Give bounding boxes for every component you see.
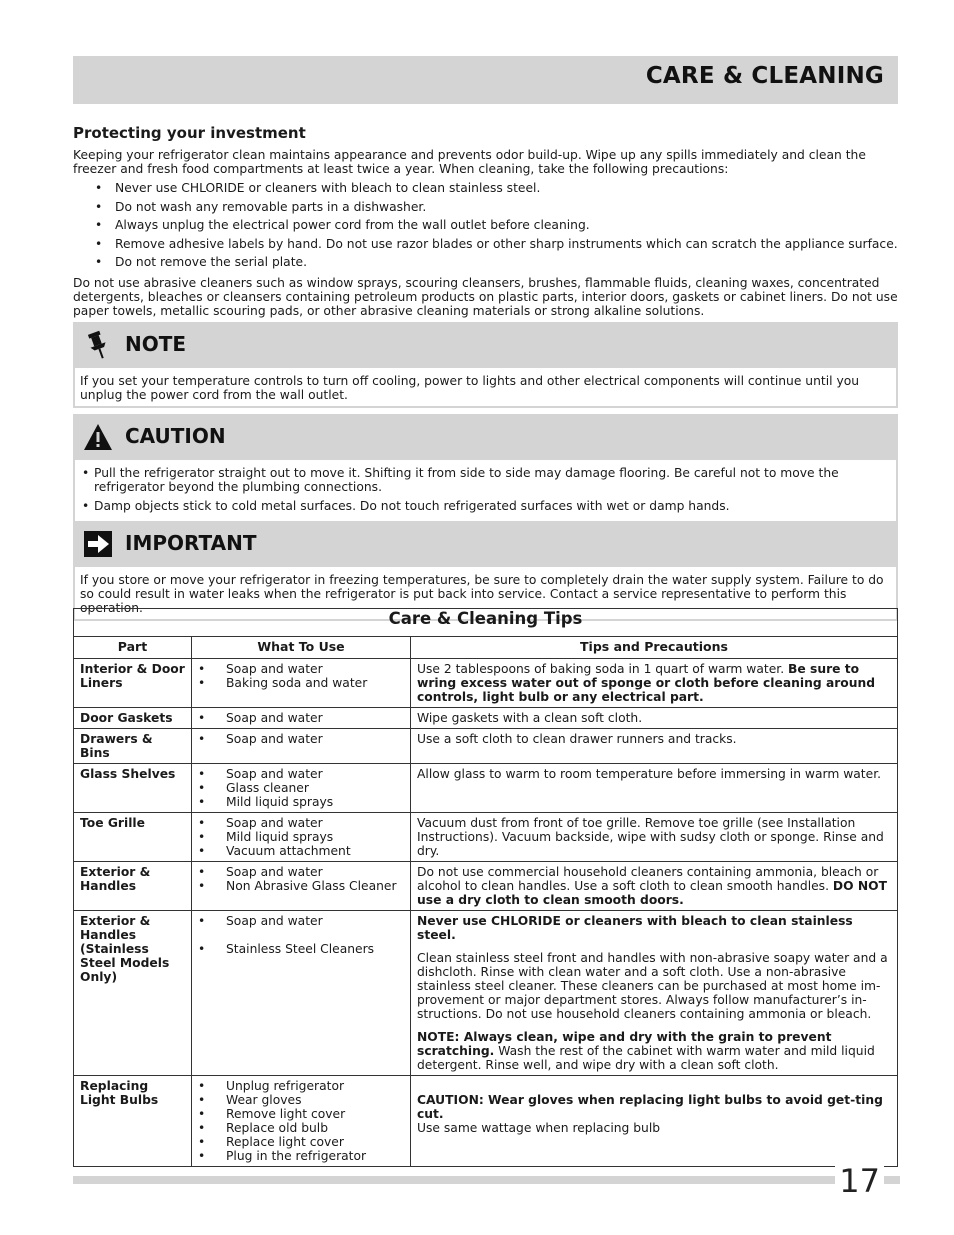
list-item: • Soap and water xyxy=(198,662,404,676)
tips-cell: Use a soft cloth to clean drawer runners and tracks. xyxy=(411,729,898,764)
list-item: • Do not wash any removable parts in a dishwasher. xyxy=(93,200,903,219)
header-bar xyxy=(73,56,898,104)
what-to-use-cell xyxy=(192,911,411,1076)
list-item: • Mild liquid sprays xyxy=(198,795,404,809)
list-item: • Non Abrasive Glass Cleaner xyxy=(198,879,404,893)
table-caption: Care & Cleaning Tips xyxy=(74,609,898,637)
tip-text: Use 2 tablespoons of baking soda in 1 quart of warm water. xyxy=(417,662,789,676)
tip-emphasis: NOTE: Always clean, wipe and dry with the grain to prevent scratching. xyxy=(417,1030,832,1058)
list-item: • Pull the refrigerator straight out to move it. Shifting it from side to side may damage flooring. Be careful not to move the refrigerator beyond the plumbing connections. xyxy=(80,466,890,494)
intro-paragraph: Keeping your refrigerator clean maintains appearance and prevents odor build-up. Wipe up any spills immediately and clean the freezer and fresh food compartments at least twice a year. When cleaning, take the following precautions: xyxy=(73,148,866,176)
important-title: IMPORTANT xyxy=(125,531,257,555)
precaution-list xyxy=(93,181,903,274)
list-item: • Damp objects stick to cold metal surfaces. Do not touch refrigerated surfaces with wet or damp hands. xyxy=(80,499,890,513)
table-row xyxy=(74,708,898,729)
caution-title: CAUTION xyxy=(125,424,226,448)
table-row xyxy=(74,659,898,708)
column-header-tips: Tips and Precautions xyxy=(411,637,898,659)
important-callout xyxy=(73,521,898,621)
part-cell: Interior & Door Liners xyxy=(74,659,192,708)
part-cell: Exterior & Handles (Stainless Steel Models Only) xyxy=(74,911,192,1076)
column-header-what-to-use: What To Use xyxy=(192,637,411,659)
table-row xyxy=(74,1076,898,1167)
list-item: • Glass cleaner xyxy=(198,781,404,795)
part-cell: Door Gaskets xyxy=(74,708,192,729)
part-cell: Toe Grille xyxy=(74,813,192,862)
caution-callout xyxy=(73,414,898,524)
what-to-use-cell xyxy=(192,729,411,764)
part-cell: Drawers & Bins xyxy=(74,729,192,764)
note-title: NOTE xyxy=(125,332,187,356)
caution-header xyxy=(73,414,898,460)
tip-emphasis: Be sure to wring excess water out of sponge or cloth before cleaning around controls, light bulb or any electrical part. xyxy=(417,662,876,704)
list-item: • Unplug refrigerator xyxy=(198,1079,404,1093)
tip-emphasis: Never use CHLORIDE or cleaners with bleach to clean stainless steel. xyxy=(417,914,853,942)
caution-body xyxy=(73,460,898,524)
column-header-part: Part xyxy=(74,637,192,659)
what-to-use-cell xyxy=(192,659,411,708)
what-to-use-cell xyxy=(192,813,411,862)
tips-cell xyxy=(411,862,898,911)
what-to-use-cell xyxy=(192,1076,411,1167)
list-item: • Soap and water xyxy=(198,732,404,746)
note-body: If you set your temperature controls to turn off cooling, power to lights and other electrical components will continue until you unplug the power cord from the wall outlet. xyxy=(73,368,898,408)
part-cell: Exterior & Handles xyxy=(74,862,192,911)
important-body: If you store or move your refrigerator in freezing temperatures, be sure to completely drain the water supply system. Failure to do so could result in water leaks when the refrigerator is put back into service. Contact a service representative to perform this operation. xyxy=(73,567,898,621)
note-header xyxy=(73,322,898,368)
list-item: • Wear gloves xyxy=(198,1093,404,1107)
list-item: • Do not remove the serial plate. xyxy=(93,255,903,274)
list-item: • Mild liquid sprays xyxy=(198,830,404,844)
table-row xyxy=(74,813,898,862)
list-item: • Soap and water xyxy=(198,914,404,928)
table-row xyxy=(74,911,898,1076)
list-item: • Soap and water xyxy=(198,767,404,781)
warning-icon xyxy=(83,422,113,452)
list-item: • Never use CHLORIDE or cleaners with bleach to clean stainless steel. xyxy=(93,181,903,200)
tip-text: Clean stainless steel front and handles with non-abrasive soapy water and a dishcloth. Rinse with clean water and a soft cloth. Use a non-abrasive stainless steel cleaner. These cleaners can be purchased at most home im-provement or major department stores. Always follow manufacturer’s in-structions. Do not use household cleaners containing ammonia or bleach. xyxy=(417,951,888,1021)
what-to-use-cell xyxy=(192,862,411,911)
list-item: • Soap and water xyxy=(198,816,404,830)
tips-cell xyxy=(411,1076,898,1167)
tip-text: Do not use commercial household cleaners containing ammonia, bleach or alcohol to clean handles. Use a soft cloth to clean smooth handles. xyxy=(417,865,879,893)
tips-cell xyxy=(411,659,898,708)
list-item: • Stainless Steel Cleaners xyxy=(198,942,404,956)
tips-cell: Allow glass to warm to room temperature before immersing in warm water. xyxy=(411,764,898,813)
list-item: • Plug in the refrigerator xyxy=(198,1149,404,1163)
tip-text: Wash the rest of the cabinet with warm water and mild liquid detergent. Rinse well, and wipe dry with a clean soft cloth. xyxy=(417,1044,875,1072)
list-item: • Replace light cover xyxy=(198,1135,404,1149)
pushpin-icon xyxy=(83,330,113,360)
page-title: CARE & CLEANING xyxy=(645,63,884,89)
list-item: • Soap and water xyxy=(198,711,404,725)
tip-text: Use same wattage when replacing bulb xyxy=(417,1121,661,1135)
care-cleaning-tips-table xyxy=(73,608,898,1167)
what-to-use-cell xyxy=(192,708,411,729)
page-number: 17 xyxy=(835,1162,884,1200)
tip-emphasis: CAUTION: Wear gloves when replacing light bulbs to avoid get-ting cut. xyxy=(417,1093,883,1121)
list-item: • Always unplug the electrical power cord from the wall outlet before cleaning. xyxy=(93,218,903,237)
important-header xyxy=(73,521,898,567)
abrasive-warning-paragraph: Do not use abrasive cleaners such as window sprays, scouring cleansers, brushes, flammable fluids, cleaning waxes, concentrated detergents, bleaches or cleansers containing petroleum products on plastic parts, interior doors, gaskets or cabinet liners. Do not use paper towels, metallic scouring pads, or other abrasive cleaning materials or strong alkaline solutions. xyxy=(73,276,898,318)
tips-cell: Wipe gaskets with a clean soft cloth. xyxy=(411,708,898,729)
part-cell: Replacing Light Bulbs xyxy=(74,1076,192,1167)
tips-cell xyxy=(411,911,898,1076)
table-row xyxy=(74,862,898,911)
note-callout xyxy=(73,322,898,408)
list-item: • Replace old bulb xyxy=(198,1121,404,1135)
table-row xyxy=(74,729,898,764)
section-heading: Protecting your investment xyxy=(73,124,306,142)
list-item: • Vacuum attachment xyxy=(198,844,404,858)
part-cell: Glass Shelves xyxy=(74,764,192,813)
arrow-right-icon xyxy=(83,529,113,559)
list-item: • Remove light cover xyxy=(198,1107,404,1121)
footer-bar xyxy=(73,1176,900,1184)
what-to-use-cell xyxy=(192,764,411,813)
tips-cell: Vacuum dust from front of toe grille. Remove toe grille (see Installation Instructions). Vacuum backside, wipe with sudsy cloth or sponge. Rinse and dry. xyxy=(411,813,898,862)
list-item: • Baking soda and water xyxy=(198,676,404,690)
list-item: • Remove adhesive labels by hand. Do not use razor blades or other sharp instruments which can scratch the appliance surface. xyxy=(93,237,903,256)
table-row xyxy=(74,764,898,813)
list-item: • Soap and water xyxy=(198,865,404,879)
tip-emphasis: DO NOT use a dry cloth to clean smooth doors. xyxy=(417,879,887,907)
